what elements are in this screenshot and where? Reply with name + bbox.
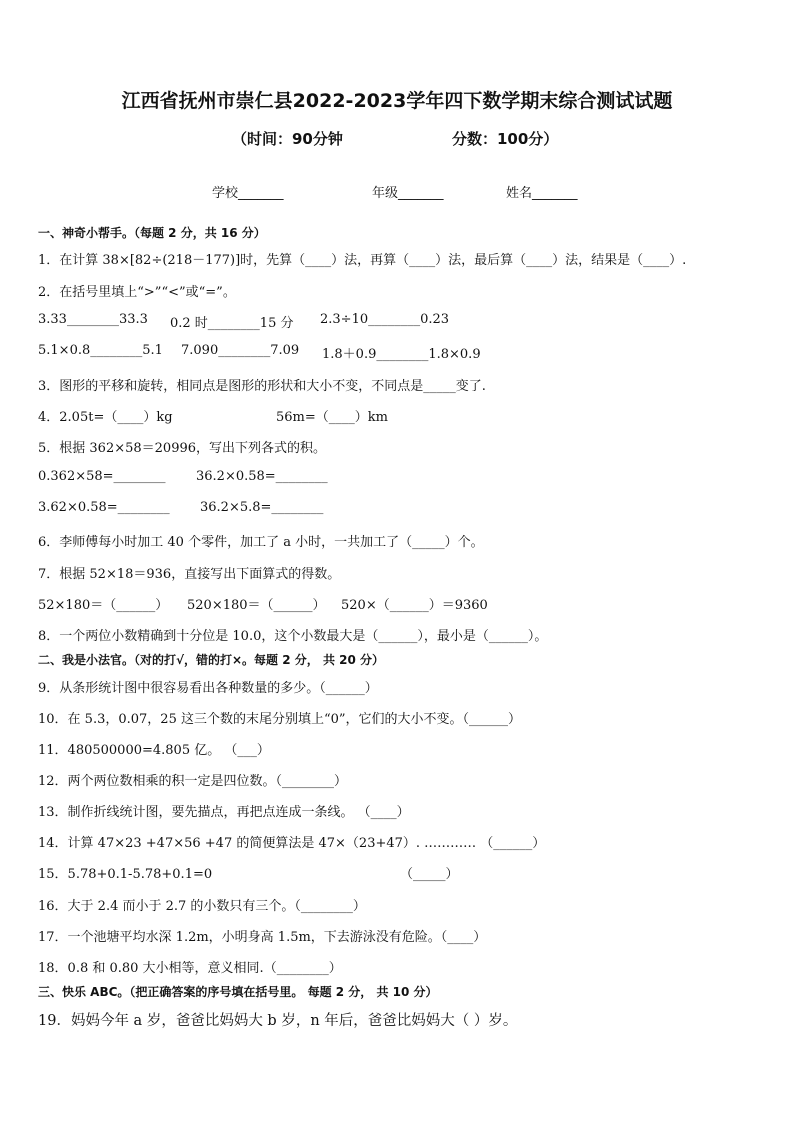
question-2-item: 1.8＋0.9________1.8×0.9 <box>322 347 481 362</box>
question-2-item: 5.1×0.8________5.1 <box>38 343 163 358</box>
question-6: 6．李师傅每小时加工 40 个零件，加工了 a 小时，一共加工了（_____）个。 <box>38 535 484 550</box>
section-3-heading: 三、快乐 ABC。（把正确答案的序号填在括号里。 每题 2 分， 共 10 分） <box>38 985 438 999</box>
question-11: 11．480500000=4.805 亿。 （___） <box>38 743 270 758</box>
question-2-item: 0.2 时________15 分 <box>170 316 294 331</box>
question-5-item: 0.362×58=________ <box>38 469 166 484</box>
question-2-item: 2.3÷10________0.23 <box>320 312 450 327</box>
question-5-item: 3.62×0.58=________ <box>38 500 170 515</box>
question-3: 3．图形的平移和旋转，相同点是图形的形状和大小不变，不同点是_____变了. <box>38 379 486 394</box>
question-15-blank: （_____） <box>400 867 459 882</box>
question-7-item: 52×180＝（______） <box>38 598 169 613</box>
question-14: 14．计算 47×23 +47×56 +47 的简便算法是 47×（23+47）. ………… （______） <box>38 836 546 851</box>
section-2-heading: 二、我是小法官。（对的打√，错的打×。每题 2 分， 共 20 分） <box>38 653 384 667</box>
question-16: 16．大于 2.4 而小于 2.7 的小数只有三个。（________） <box>38 899 366 914</box>
grade-field: 年级_______ <box>372 186 444 201</box>
question-4-item: 4．2.05t=（____）kg <box>38 410 173 425</box>
section-1-heading: 一、神奇小帮手。（每题 2 分，共 16 分） <box>38 226 266 240</box>
question-1: 1．在计算 38×[82÷(218－177)]时，先算（____）法，再算（____）法，最后算（____）法，结果是（____）. <box>38 253 687 268</box>
question-10: 10．在 5.3，0.07，25 这三个数的末尾分别填上“0”，它们的大小不变。（______） <box>38 712 522 727</box>
school-field: 学校_______ <box>212 186 284 201</box>
question-4-item: 56m=（____）km <box>276 410 388 425</box>
question-8: 8．一个两位小数精确到十分位是 10.0，这个小数最大是（______），最小是（______）。 <box>38 629 548 644</box>
question-2: 2．在括号里填上“>”“<”或“=”。 <box>38 285 236 300</box>
question-5-item: 36.2×5.8=________ <box>200 500 324 515</box>
question-7: 7．根据 52×18＝936，直接写出下面算式的得数。 <box>38 567 341 582</box>
question-19: 19．妈妈今年 a 岁，爸爸比妈妈大 b 岁，n 年后，爸爸比妈妈大（ ）岁。 <box>38 1013 518 1029</box>
question-18: 18．0.8 和 0.80 大小相等，意义相同.（________） <box>38 961 342 976</box>
question-13: 13．制作折线统计图，要先描点，再把点连成一条线。 （____） <box>38 805 410 820</box>
question-9: 9．从条形统计图中很容易看出各种数量的多少。（______） <box>38 681 378 696</box>
name-field: 姓名_______ <box>506 186 578 201</box>
question-7-item: 520×180＝（______） <box>187 598 326 613</box>
question-2-item: 7.090________7.09 <box>181 343 300 358</box>
question-12: 12．两个两位数相乘的积一定是四位数。（________） <box>38 774 348 789</box>
question-5-item: 36.2×0.58=________ <box>196 469 328 484</box>
question-15: 15．5.78+0.1-5.78+0.1=0 <box>38 867 213 882</box>
question-2-item: 3.33________33.3 <box>38 312 148 327</box>
exam-score: 分数：100分） <box>452 130 559 148</box>
question-17: 17．一个池塘平均水深 1.2m，小明身高 1.5m，下去游泳没有危险。（____） <box>38 930 487 945</box>
question-7-item: 520×（______）＝9360 <box>341 598 488 613</box>
exam-title: 江西省抚州市崇仁县2022-2023学年四下数学期末综合测试试题 <box>121 90 673 112</box>
exam-time: （时间：90分钟 <box>232 130 343 148</box>
question-5: 5．根据 362×58＝20996，写出下列各式的积。 <box>38 441 327 456</box>
